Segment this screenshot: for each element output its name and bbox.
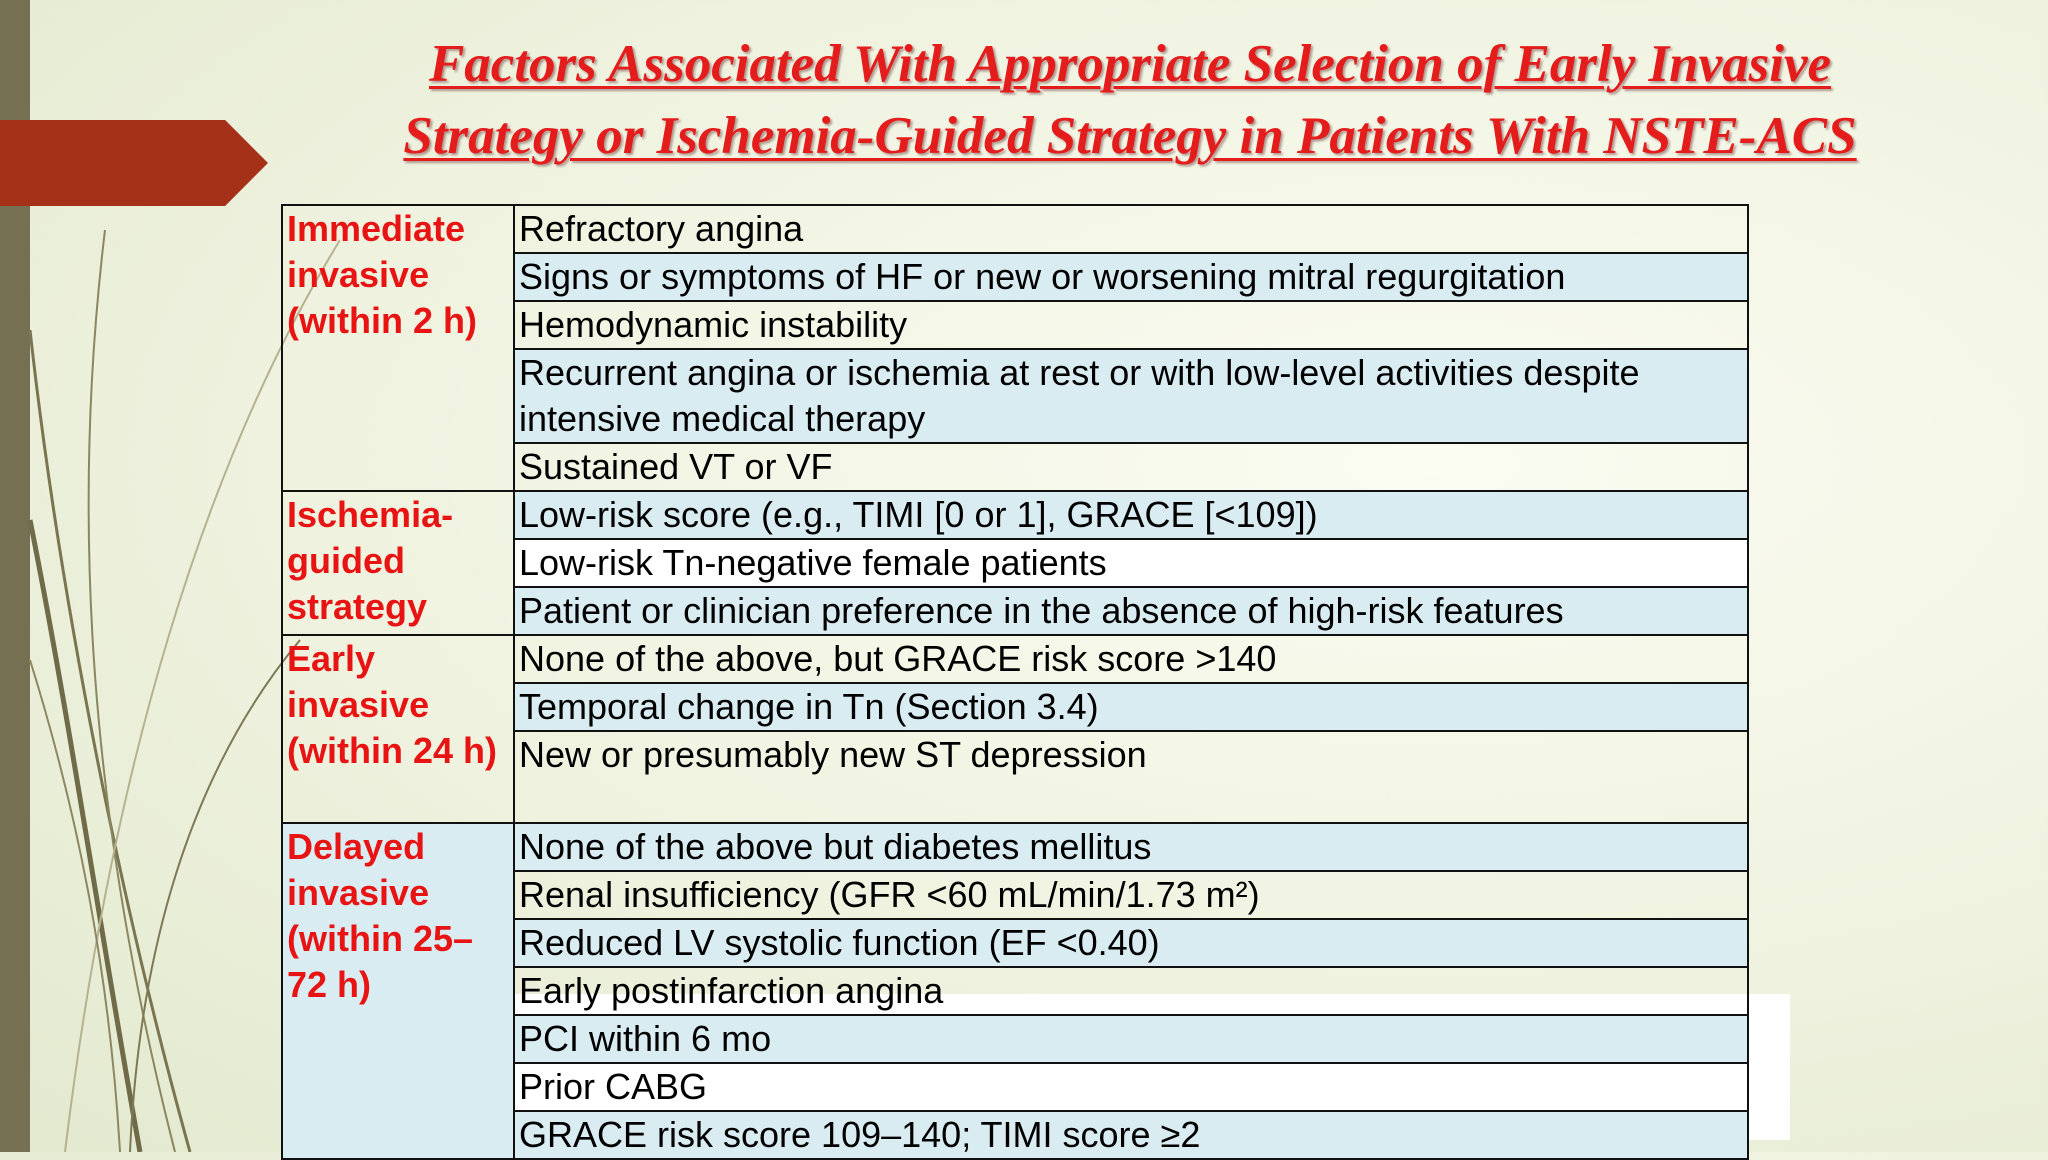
factor-cell: Refractory angina xyxy=(514,205,1748,253)
table-row xyxy=(282,491,1748,539)
factor-cell: PCI within 6 mo xyxy=(514,1015,1748,1063)
factor-cell: Sustained VT or VF xyxy=(514,443,1748,491)
category-ischemia-guided: Ischemia-guided strategy xyxy=(282,491,514,635)
factor-cell: Prior CABG xyxy=(514,1063,1748,1111)
factor-cell: Low-risk Tn-negative female patients xyxy=(514,539,1748,587)
factor-cell: Recurrent angina or ischemia at rest or with low-level activities despite intensive medical therapy xyxy=(514,349,1748,443)
factor-cell: Signs or symptoms of HF or new or worsening mitral regurgitation xyxy=(514,253,1748,301)
title-line-1: Factors Associated With Appropriate Selection of Early Invasive xyxy=(428,35,1832,93)
category-delayed-invasive: Delayed invasive (within 25–72 h) xyxy=(282,823,514,1159)
factor-cell: Temporal change in Tn (Section 3.4) xyxy=(514,683,1748,731)
category-early-invasive: Early invasive (within 24 h) xyxy=(282,635,514,823)
factor-cell: Patient or clinician preference in the absence of high-risk features xyxy=(514,587,1748,635)
arrow-banner xyxy=(0,120,268,206)
slide-title xyxy=(280,28,1980,172)
factor-cell: None of the above but diabetes mellitus xyxy=(514,823,1748,871)
factor-cell: Hemodynamic instability xyxy=(514,301,1748,349)
factor-cell: Low-risk score (e.g., TIMI [0 or 1], GRACE [<109]) xyxy=(514,491,1748,539)
factor-cell: Renal insufficiency (GFR <60 mL/min/1.73 m²) xyxy=(514,871,1748,919)
factor-cell: Early postinfarction angina xyxy=(514,967,1748,1015)
title-line-2: Strategy or Ischemia-Guided Strategy in Patients With NSTE-ACS xyxy=(403,107,1857,165)
table-row xyxy=(282,635,1748,683)
table-row xyxy=(282,823,1748,871)
table-row xyxy=(282,205,1748,253)
factor-cell: None of the above, but GRACE risk score >140 xyxy=(514,635,1748,683)
factor-cell: Reduced LV systolic function (EF <0.40) xyxy=(514,919,1748,967)
factor-cell: New or presumably new ST depression xyxy=(514,731,1748,823)
category-immediate-invasive: Immediate invasive (within 2 h) xyxy=(282,205,514,491)
strategy-table xyxy=(281,204,1749,1160)
factor-cell: GRACE risk score 109–140; TIMI score ≥2 xyxy=(514,1111,1748,1159)
